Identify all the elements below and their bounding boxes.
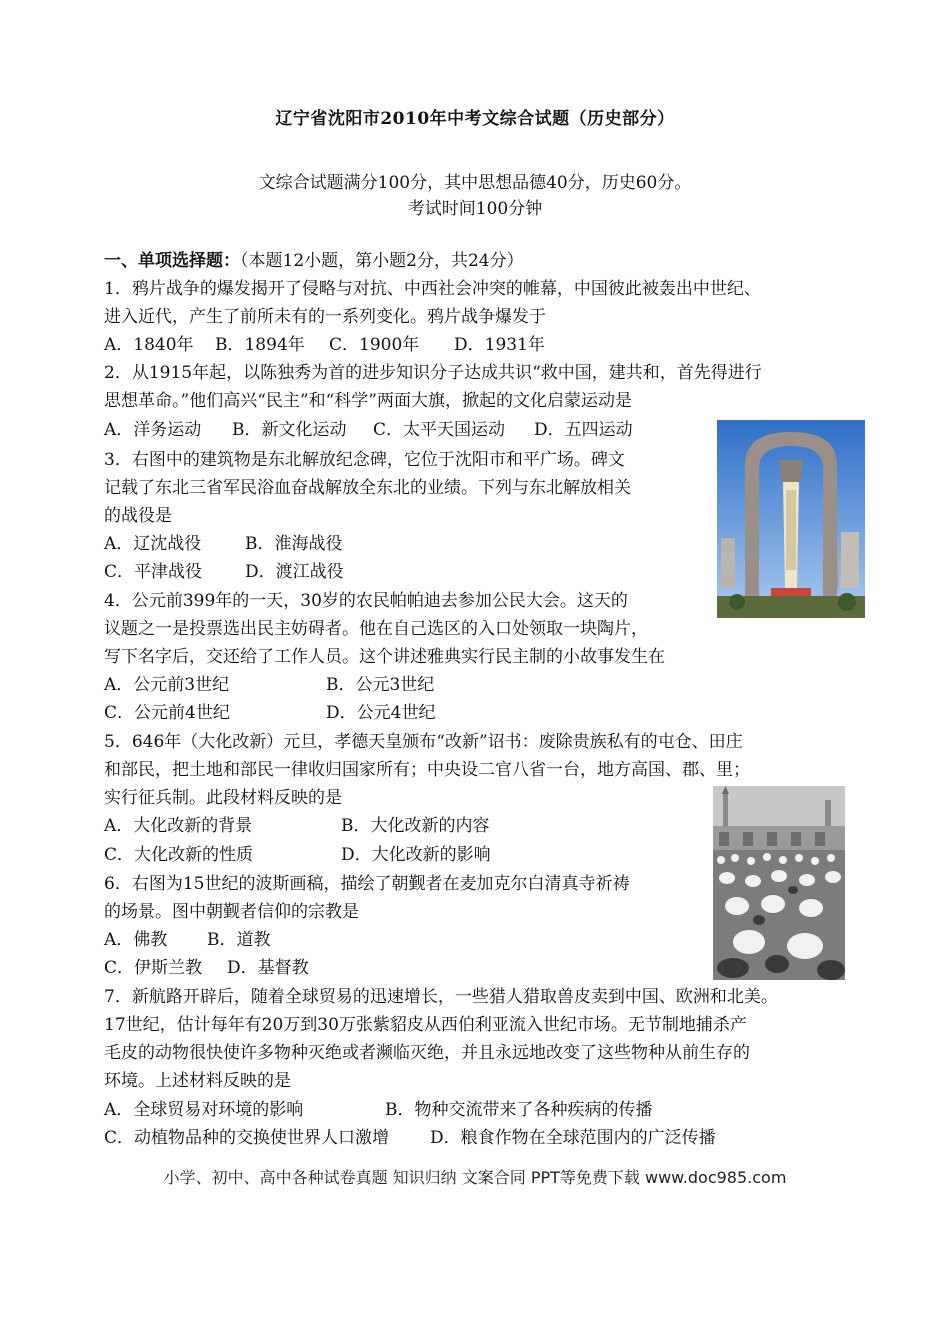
section-heading <box>104 251 524 271</box>
q7-stem-4: 环境。上述材料反映的是 <box>104 1071 291 1091</box>
q3-stem-1: 3．右图中的建筑物是东北解放纪念碑，它位于沈阳市和平广场。碑文 <box>104 450 625 470</box>
q5-stem-1: 5．646年（大化改新）元旦，孝德天皇颁布“改新”诏书：废除贵族私有的屯仓、田庄 <box>104 732 743 752</box>
q6-option-b: B．道教 <box>207 930 271 950</box>
q6-option-a: A．佛教 <box>104 930 168 950</box>
q3-stem-3: 的战役是 <box>104 506 172 526</box>
q2-option-c: C．太平天国运动 <box>373 420 506 440</box>
q1-stem-1: 1．鸦片战争的爆发揭开了侵略与对抗、中西社会冲突的帷幕，中国彼此被轰出中世纪、 <box>104 279 761 299</box>
q4-stem-3: 写下名字后，交还给了工作人员。这个讲述雅典实行民主制的小故事发生在 <box>104 647 665 667</box>
q5-option-c: C．大化改新的性质 <box>104 845 254 865</box>
q3-stem-2: 记载了东北三省军民浴血奋战解放全东北的业绩。下列与东北解放相关 <box>104 478 631 498</box>
section-head: 一、单项选择题： <box>104 251 240 271</box>
q5-option-b: B．大化改新的内容 <box>341 816 490 836</box>
q2-option-d: D．五四运动 <box>534 420 633 440</box>
q1-option-d: D．1931年 <box>454 335 545 355</box>
q1-option-a: A．1840年 <box>104 335 194 355</box>
q5-option-a: A．大化改新的背景 <box>104 816 253 836</box>
intro-line-2: 考试时间100分钟 <box>407 199 543 219</box>
q6-option-d: D．基督教 <box>227 958 309 978</box>
intro-line-1: 文综合试题满分100分，其中思想品德40分，历史60分。 <box>258 173 692 193</box>
q7-option-b: B．物种交流带来了各种疾病的传播 <box>385 1100 653 1120</box>
q6-option-c: C．伊斯兰教 <box>104 958 203 978</box>
footer-link[interactable]: 小学、初中、高中各种试卷真题 知识归纳 文案合同 PPT等免费下载 www.doc985.com <box>163 1168 787 1187</box>
q5-option-d: D．大化改新的影响 <box>341 845 491 865</box>
q7-stem-2: 17世纪，估计每年有20万到30万张紫貂皮从西伯利亚流入世纪市场。无节制地捕杀产 <box>104 1015 747 1035</box>
q6-stem-1: 6．右图为15世纪的波斯画稿，描绘了朝觐者在麦加克尔白清真寺祈祷 <box>104 874 630 894</box>
q2-stem-2: 思想革命。”他们高兴“民主”和“科学”两面大旗，掀起的文化启蒙运动是 <box>104 391 632 411</box>
q1-stem-2: 进入近代，产生了前所未有的一系列变化。鸦片战争爆发于 <box>104 307 546 327</box>
q7-stem-1: 7．新航路开辟后，随着全球贸易的迅速增长，一些猎人猎取兽皮卖到中国、欧洲和北美。 <box>104 987 778 1007</box>
q4-option-d: D．公元4世纪 <box>326 703 436 723</box>
q5-stem-2: 和部民，把土地和部民一律收归国家所有；中央设二官八省一台，地方高国、郡、里； <box>104 760 750 780</box>
q2-stem-1: 2．从1915年起，以陈独秀为首的进步知识分子达成共识“救中国，建共和，首先得进行 <box>104 363 762 383</box>
q7-option-a: A．全球贸易对环境的影响 <box>104 1100 304 1120</box>
q3-option-d: D．渡江战役 <box>245 562 344 582</box>
q3-option-b: B．淮海战役 <box>245 534 343 554</box>
q7-option-d: D．粮食作物在全球范围内的广泛传播 <box>430 1128 716 1148</box>
section-note: （本题12小题，第小题2分，共24分） <box>240 251 524 271</box>
q1-option-c: C．1900年 <box>329 335 420 355</box>
pilgrims-image <box>713 786 845 980</box>
q4-option-a: A．公元前3世纪 <box>104 675 230 695</box>
q7-stem-3: 毛皮的动物很快使许多物种灭绝或者濒临灭绝，并且永远地改变了这些物种从前生存的 <box>104 1043 750 1063</box>
q5-stem-3: 实行征兵制。此段材料反映的是 <box>104 788 342 808</box>
monument-image <box>717 420 865 618</box>
q3-option-a: A．辽沈战役 <box>104 534 202 554</box>
q6-stem-2: 的场景。图中朝觐者信仰的宗教是 <box>104 902 359 922</box>
q1-option-b: B．1894年 <box>215 335 305 355</box>
q4-option-c: C．公元前4世纪 <box>104 703 230 723</box>
q4-stem-2: 议题之一是投票选出民主妨碍者。他在自己选区的入口处领取一块陶片， <box>104 619 648 639</box>
q4-option-b: B．公元3世纪 <box>326 675 435 695</box>
q7-option-c: C．动植物品种的交换使世界人口激增 <box>104 1128 390 1148</box>
page-title: 辽宁省沈阳市2010年中考文综合试题（历史部分） <box>275 109 675 129</box>
q2-option-b: B．新文化运动 <box>232 420 347 440</box>
q4-stem-1: 4．公元前399年的一天，30岁的农民帕帕迪去参加公民大会。这天的 <box>104 591 628 611</box>
q2-option-a: A．洋务运动 <box>104 420 202 440</box>
q3-option-c: C．平津战役 <box>104 562 203 582</box>
